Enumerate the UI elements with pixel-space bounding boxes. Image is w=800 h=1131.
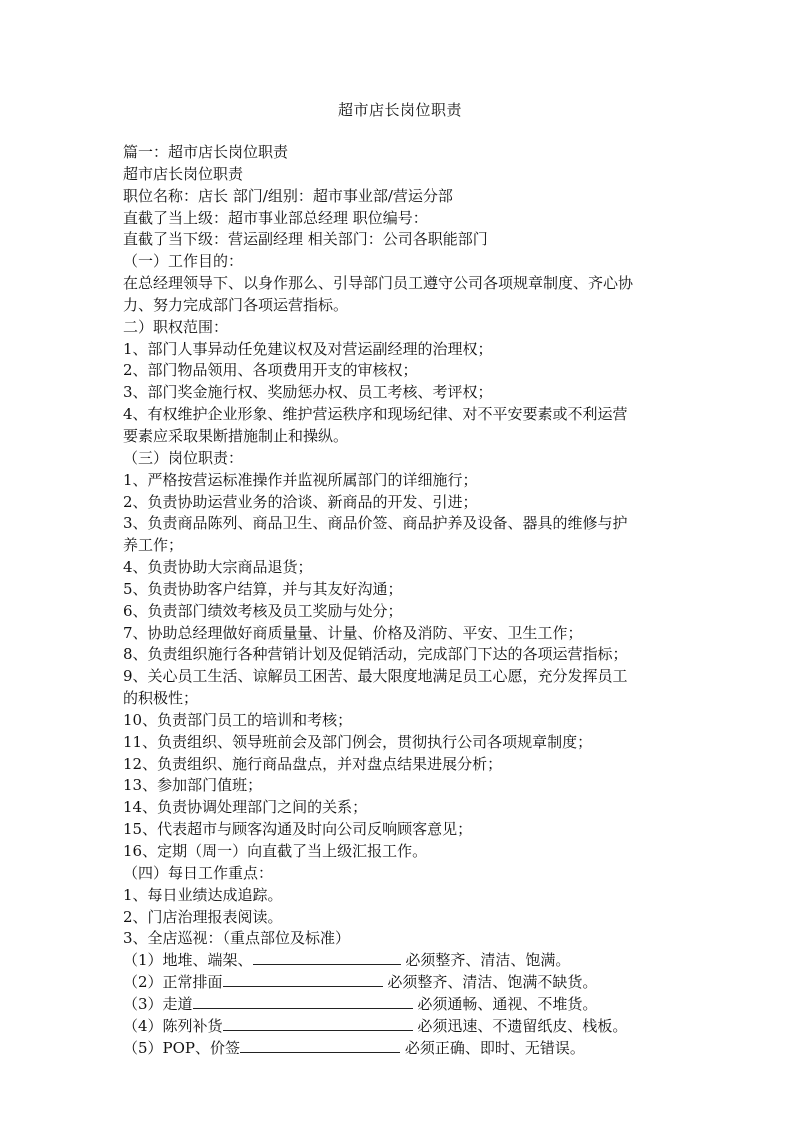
inspection-item: （1）地堆、端架、 [123, 951, 253, 970]
inspection-row [123, 950, 683, 972]
list-item: 6、负责部门绩效考核及员工奖励与处分； [123, 601, 403, 620]
list-item: 9、关心员工生活、谅解员工困苦、最大限度地满足员工心愿，充分发挥员工 [123, 667, 628, 686]
section-heading: （一）工作目的： [123, 252, 244, 271]
list-item: 5、负责协助客户结算，并与其友好沟通； [123, 579, 403, 598]
list-item: 11、负责组织、领导班前会及部门例会，贯彻执行公司各项规章制度； [123, 732, 593, 751]
fill-blank-line [240, 1038, 400, 1053]
list-item-continued: 的积极性； [123, 689, 199, 708]
inspection-standard: 必须迅速、不遗留纸皮、栈板。 [417, 1016, 628, 1035]
list-item-continued: 养工作； [123, 536, 184, 555]
text-line: 力、努力完成部门各项运营指标。 [123, 295, 349, 314]
list-item: 1、严格按营运标准操作并监视所属部门的详细施行； [123, 470, 478, 489]
inspection-standard: 必须整齐、清洁、饱满。 [405, 951, 571, 970]
text-line: 直截了当上级：超市事业部总经理 职位编号： [123, 208, 428, 227]
inspection-item: （5）POP、价签 [123, 1038, 241, 1057]
list-item: 7、协助总经理做好商质量量、计量、价格及消防、平安、卫生工作； [123, 623, 583, 642]
inspection-row [123, 972, 683, 994]
list-item: 3、部门奖金施行权、奖励惩办权、员工考核、考评权； [123, 383, 493, 402]
list-item: 1、每日业绩达成追踪。 [123, 885, 283, 904]
inspection-standard: 必须通畅、通视、不堆货。 [417, 994, 598, 1013]
document-body [123, 142, 683, 1059]
list-item: 13、参加部门值班； [123, 776, 263, 795]
text-line: 超市店长岗位职责 [123, 164, 244, 183]
inspection-row [123, 1038, 683, 1060]
list-item: 4、有权维护企业形象、维护营运秩序和现场纪律、对不平安要素或不利运营 [123, 405, 628, 424]
inspection-item: （3）走道 [123, 994, 193, 1013]
list-item: 1、部门人事异动任免建议权及对营运副经理的治理权； [123, 339, 493, 358]
inspection-row [123, 994, 683, 1016]
text-line: 在总经理领导下、以身作那么、引导部门员工遵守公司各项规章制度、齐心协 [123, 274, 634, 293]
document-title: 超市店长岗位职责 [337, 101, 462, 119]
list-item: 10、负责部门员工的培训和考核； [123, 710, 353, 729]
fill-blank-line [223, 972, 383, 987]
inspection-row [123, 1016, 683, 1038]
list-item: 3、负责商品陈列、商品卫生、商品价签、商品护养及设备、器具的维修与护 [123, 514, 628, 533]
list-item: 3、全店巡视：（重点部位及标准） [123, 929, 351, 948]
section-heading: 二）职权范围： [123, 317, 229, 336]
list-item: 2、门店治理报表阅读。 [123, 907, 283, 926]
section-heading: （四）每日工作重点： [123, 863, 274, 882]
inspection-item: （4）陈列补货 [123, 1016, 223, 1035]
fill-blank-line [253, 950, 401, 965]
list-item: 8、负责组织施行各种营销计划及促销活动，完成部门下达的各项运营指标； [123, 645, 628, 664]
list-item: 12、负责组织、施行商品盘点，并对盘点结果进展分析； [123, 754, 503, 773]
text-line: 直截了当下级：营运副经理 相关部门：公司各职能部门 [123, 230, 488, 249]
list-item: 2、负责协助运营业务的洽谈、新商品的开发、引进； [123, 492, 478, 511]
text-line: 职位名称：店长 部门/组别：超市事业部/营运分部 [123, 186, 453, 205]
list-item-continued: 要素应采取果断措施制止和操纵。 [123, 426, 349, 445]
list-item: 14、负责协调处理部门之间的关系； [123, 798, 368, 817]
list-item: 15、代表超市与顾客沟通及时向公司反响顾客意见； [123, 820, 473, 839]
list-item: 16、定期（周一）向直截了当上级汇报工作。 [123, 842, 428, 860]
section-heading: （三）岗位职责： [123, 448, 244, 467]
fill-blank-line [223, 1016, 413, 1031]
inspection-standard: 必须正确、即时、无错误。 [404, 1038, 585, 1057]
list-item: 2、部门物品领用、各项费用开支的审核权； [123, 361, 418, 380]
inspection-standard: 必须整齐、清洁、饱满不缺货。 [387, 973, 598, 992]
text-line: 篇一：超市店长岗位职责 [123, 143, 289, 161]
fill-blank-line [193, 994, 413, 1009]
list-item: 4、负责协助大宗商品退货； [123, 558, 313, 577]
inspection-item: （2）正常排面 [123, 973, 223, 992]
